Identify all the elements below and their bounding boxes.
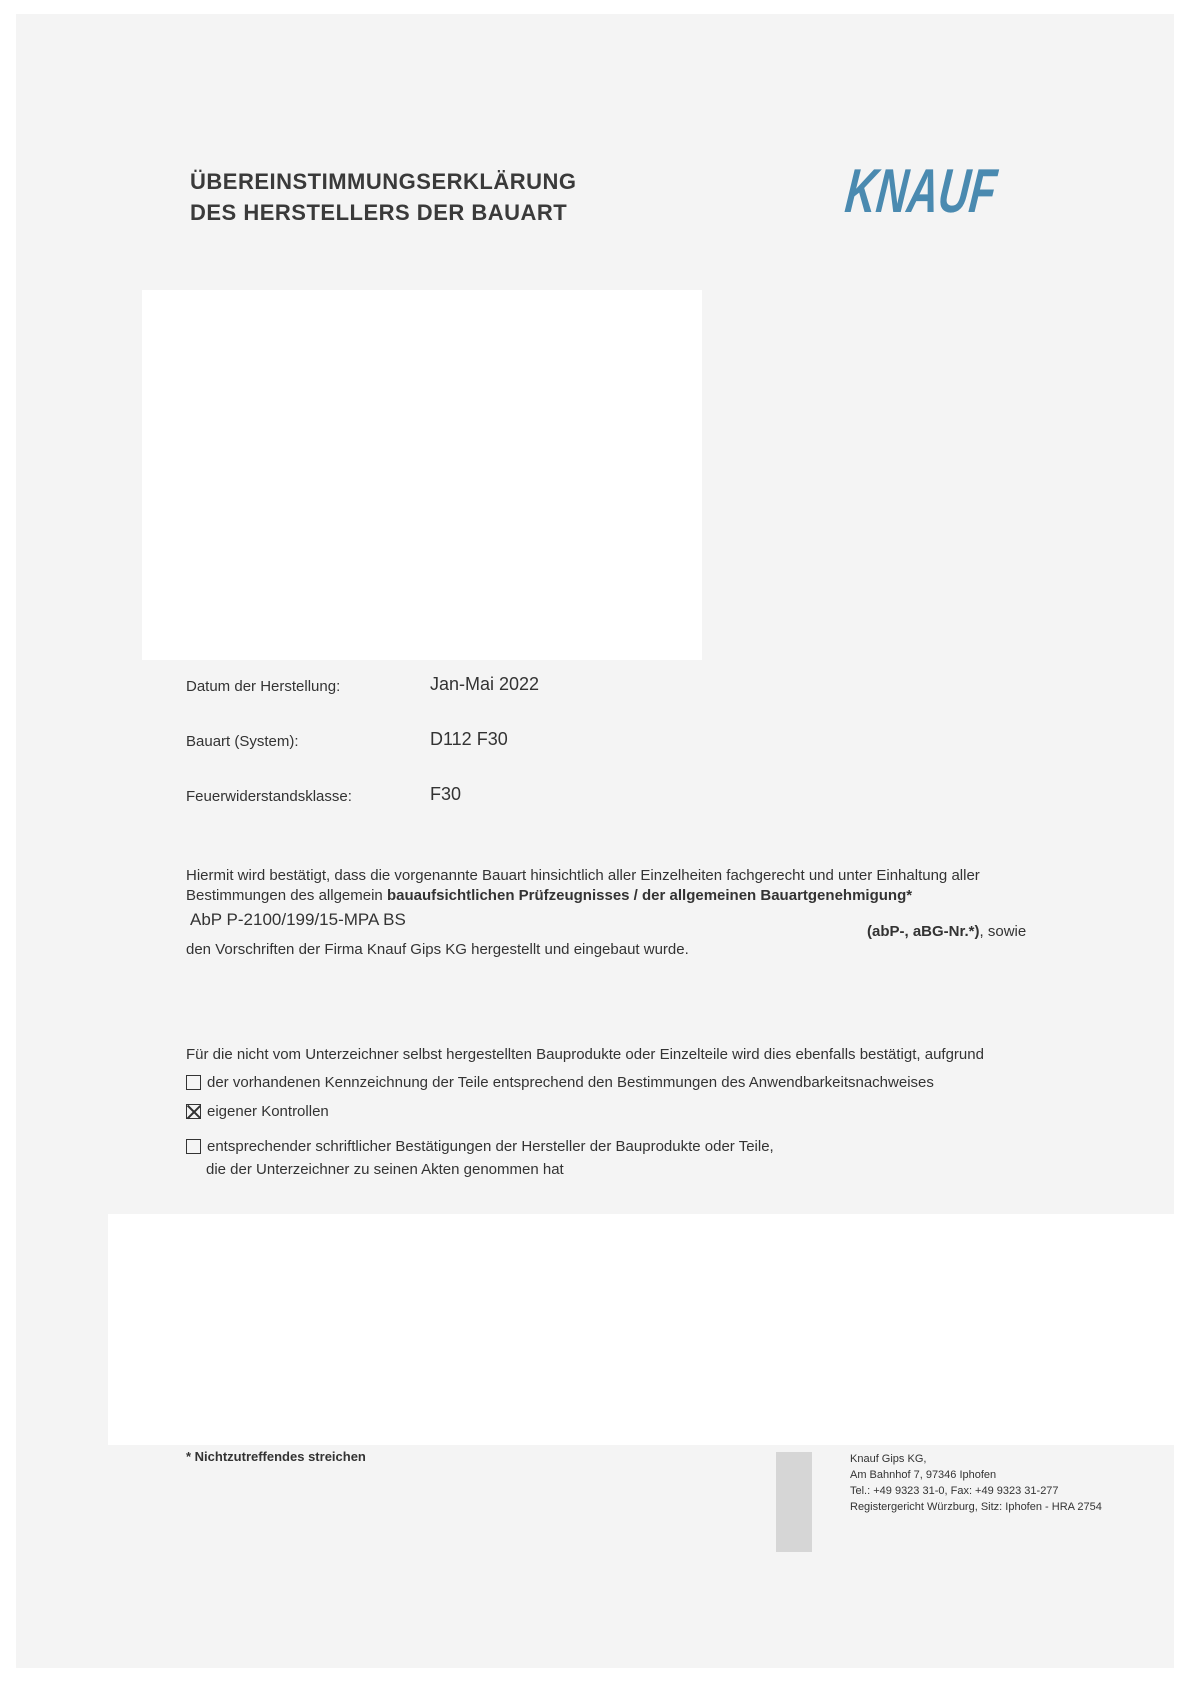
knauf-logo-text: KNAUF	[842, 157, 1067, 226]
confirmation-line-4: den Vorschriften der Firma Knauf Gips KG hergestellt und eingebaut wurde.	[186, 941, 689, 958]
grey-bar	[776, 1452, 812, 1552]
company-line-1: Knauf Gips KG,	[850, 1453, 927, 1465]
checkbox-labeling[interactable]	[186, 1075, 201, 1090]
abp-note-suffix: , sowie	[979, 923, 1027, 940]
abp-note-bold: (abP-, aBG-Nr.*)	[867, 923, 980, 940]
confirmation-line-2-text: Bestimmungen des allgemein	[186, 887, 387, 904]
products-intro: Für die nicht vom Unterzeichner selbst hergestellten Bauprodukte oder Einzelteile wird dies ebenfalls bestätigt, aufgrund	[186, 1046, 984, 1063]
confirmation-line-1: Hiermit wird bestätigt, dass die vorgenannte Bauart hinsichtlich aller Einzelheiten fachgerecht und unter Einhaltung aller	[186, 867, 980, 884]
option-own-controls-label: eigener Kontrollen	[207, 1103, 329, 1120]
confirmation-line-2	[186, 886, 912, 906]
approval-number: AbP P-2100/199/15-MPA BS	[190, 910, 406, 929]
option-written-confirmations-label: entsprechender schriftlicher Bestätigungen der Hersteller der Bauprodukte oder Teile,	[207, 1138, 774, 1155]
redacted-area-top	[142, 290, 702, 660]
confirmation-line-2-bold: bauaufsichtlichen Prüfzeugnisses / der allgemeinen Bauartgenehmigung*	[386, 887, 913, 904]
fire-class-value: F30	[430, 784, 462, 804]
option-labeling[interactable]	[186, 1074, 934, 1091]
footnote: * Nichtzutreffendes streichen	[186, 1449, 366, 1464]
fire-class-label: Feuerwiderstandsklasse:	[186, 788, 352, 805]
abp-note	[867, 922, 1026, 942]
company-line-4: Registergericht Würzburg, Sitz: Iphofen - HRA 2754	[850, 1501, 1102, 1513]
system-value: D112 F30	[430, 729, 508, 749]
title-line-2: DES HERSTELLERS DER BAUART	[190, 200, 568, 225]
system-label: Bauart (System):	[186, 733, 299, 750]
document-title	[190, 166, 577, 228]
option-labeling-label: der vorhandenen Kennzeichnung der Teile entsprechend den Bestimmungen des Anwendbarkeitsnachweises	[207, 1074, 934, 1091]
checkbox-written-confirmations[interactable]	[186, 1139, 201, 1154]
option-written-continuation: die der Unterzeichner zu seinen Akten genommen hat	[206, 1161, 564, 1178]
option-own-controls[interactable]	[186, 1103, 329, 1120]
checkbox-own-controls[interactable]	[186, 1104, 201, 1119]
company-address	[850, 1451, 1102, 1515]
company-line-2: Am Bahnhof 7, 97346 Iphofen	[850, 1469, 997, 1481]
title-line-1: ÜBEREINSTIMMUNGSERKLÄRUNG	[190, 169, 577, 194]
knauf-logo	[842, 134, 1067, 246]
redacted-area-signature	[108, 1214, 1174, 1445]
company-line-3: Tel.: +49 9323 31-0, Fax: +49 9323 31-277	[850, 1485, 1059, 1497]
production-date-label: Datum der Herstellung:	[186, 678, 341, 695]
production-date-value: Jan-Mai 2022	[430, 674, 540, 694]
option-written-confirmations[interactable]	[186, 1138, 774, 1155]
